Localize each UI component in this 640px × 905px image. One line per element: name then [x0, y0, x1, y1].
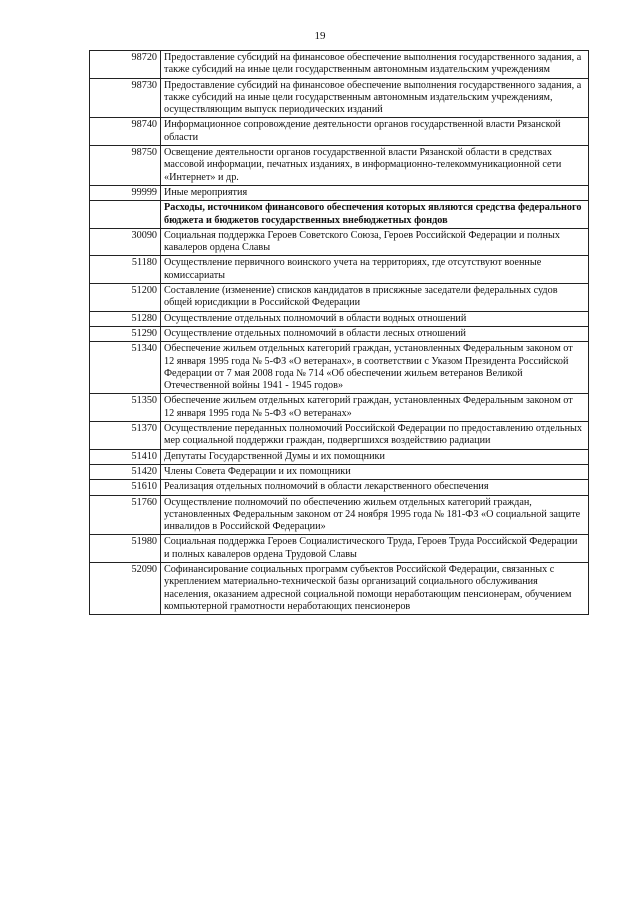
page-number: 19 [314, 30, 326, 42]
table-row [90, 326, 589, 341]
budget-code: 98750 [90, 146, 161, 186]
table-row [90, 78, 589, 118]
table-row [90, 394, 589, 422]
table-row [90, 535, 589, 563]
expense-description: Иные мероприятия [161, 185, 589, 200]
budget-code: 51370 [90, 422, 161, 450]
expense-description: Освещение деятельности органов государственной власти Рязанской области в средствах массовой информации, печатных изданиях, в информационно-телекоммуникационной сети «Интернет» и др. [161, 146, 589, 186]
expense-description: Члены Совета Федерации и их помощники [161, 464, 589, 479]
table-row [90, 228, 589, 256]
budget-code: 51350 [90, 394, 161, 422]
expense-description: Осуществление отдельных полномочий в области лесных отношений [161, 326, 589, 341]
budget-code: 30090 [90, 228, 161, 256]
expense-description: Социальная поддержка Героев Советского Союза, Героев Российской Федерации и полных кавалеров ордена Славы [161, 228, 589, 256]
expense-description: Социальная поддержка Героев Социалистического Труда, Героев Труда Российской Федерации и полных кавалеров ордена Трудовой Славы [161, 535, 589, 563]
expense-description: Предоставление субсидий на финансовое обеспечение выполнения государственного задания, а также субсидий на иные цели государственным автономным издательским учреждениям [161, 51, 589, 79]
budget-code: 51180 [90, 256, 161, 284]
table-body [90, 51, 589, 615]
budget-code: 51340 [90, 342, 161, 394]
table-row [90, 342, 589, 394]
budget-code: 51410 [90, 449, 161, 464]
table-row [90, 146, 589, 186]
expense-description: Информационное сопровождение деятельности органов государственной власти Рязанской области [161, 118, 589, 146]
budget-code: 52090 [90, 562, 161, 614]
budget-code: 98720 [90, 51, 161, 79]
table-row [90, 185, 589, 200]
expense-description: Реализация отдельных полномочий в области лекарственного обеспечения [161, 480, 589, 495]
expense-description: Осуществление полномочий по обеспечению жильем отдельных категорий граждан, установленных Федеральным законом от 24 ноября 1995 года № 181-ФЗ «О социальной защите инвалидов в Российской Федерации» [161, 495, 589, 535]
expense-description: Осуществление переданных полномочий Российской Федерации по предоставлению отдельных мер социальной поддержки граждан, подвергшихся воздействию радиации [161, 422, 589, 450]
expense-description: Осуществление отдельных полномочий в области водных отношений [161, 311, 589, 326]
expense-description: Обеспечение жильем отдельных категорий граждан, установленных Федеральным законом от 12 января 1995 года № 5-ФЗ «О ветеранах», в соответствии с Указом Президента Российской Федерации от 7 мая 2008 года № 714 «Об обеспечении жильем ветеранов Великой Отечественной войны 1941 - 1945 годов» [161, 342, 589, 394]
table-row [90, 464, 589, 479]
expense-description: Софинансирование социальных программ субъектов Российской Федерации, связанных с укреплением материально-технической базы организаций социального обслуживания населения, оказанием адресной социальной помощи неработающим пенсионерам, обучением компьютерной грамотности неработающих пенсионеров [161, 562, 589, 614]
table-row [90, 256, 589, 284]
table-row [90, 495, 589, 535]
budget-code: 51610 [90, 480, 161, 495]
budget-code: 51200 [90, 284, 161, 312]
expense-description: Составление (изменение) списков кандидатов в присяжные заседатели федеральных судов общей юрисдикции в Российской Федерации [161, 284, 589, 312]
table-row [90, 284, 589, 312]
expense-description: Депутаты Государственной Думы и их помощники [161, 449, 589, 464]
budget-code: 51290 [90, 326, 161, 341]
budget-code-table [89, 50, 589, 615]
table-row [90, 311, 589, 326]
table-row [90, 449, 589, 464]
budget-code: 51980 [90, 535, 161, 563]
expense-description: Осуществление первичного воинского учета на территориях, где отсутствуют военные комиссариаты [161, 256, 589, 284]
budget-code: 98740 [90, 118, 161, 146]
budget-code [90, 201, 161, 229]
expense-description: Обеспечение жильем отдельных категорий граждан, установленных Федеральным законом от 12 января 1995 года № 5-ФЗ «О ветеранах» [161, 394, 589, 422]
budget-code: 98730 [90, 78, 161, 118]
budget-code: 51760 [90, 495, 161, 535]
table-row [90, 480, 589, 495]
table-row [90, 118, 589, 146]
expense-description: Предоставление субсидий на финансовое обеспечение выполнения государственного задания, а также субсидий на иные цели государственным автономным издательским учреждениям, осуществляющим выпуск периодических изданий [161, 78, 589, 118]
budget-code: 51280 [90, 311, 161, 326]
budget-code: 99999 [90, 185, 161, 200]
budget-code: 51420 [90, 464, 161, 479]
table-row [90, 422, 589, 450]
section-heading-row [90, 201, 589, 229]
section-heading-text: Расходы, источником финансового обеспечения которых являются средства федерального бюджета и бюджетов государственных внебюджетных фондов [161, 201, 589, 229]
table-row [90, 51, 589, 79]
table-row [90, 562, 589, 614]
